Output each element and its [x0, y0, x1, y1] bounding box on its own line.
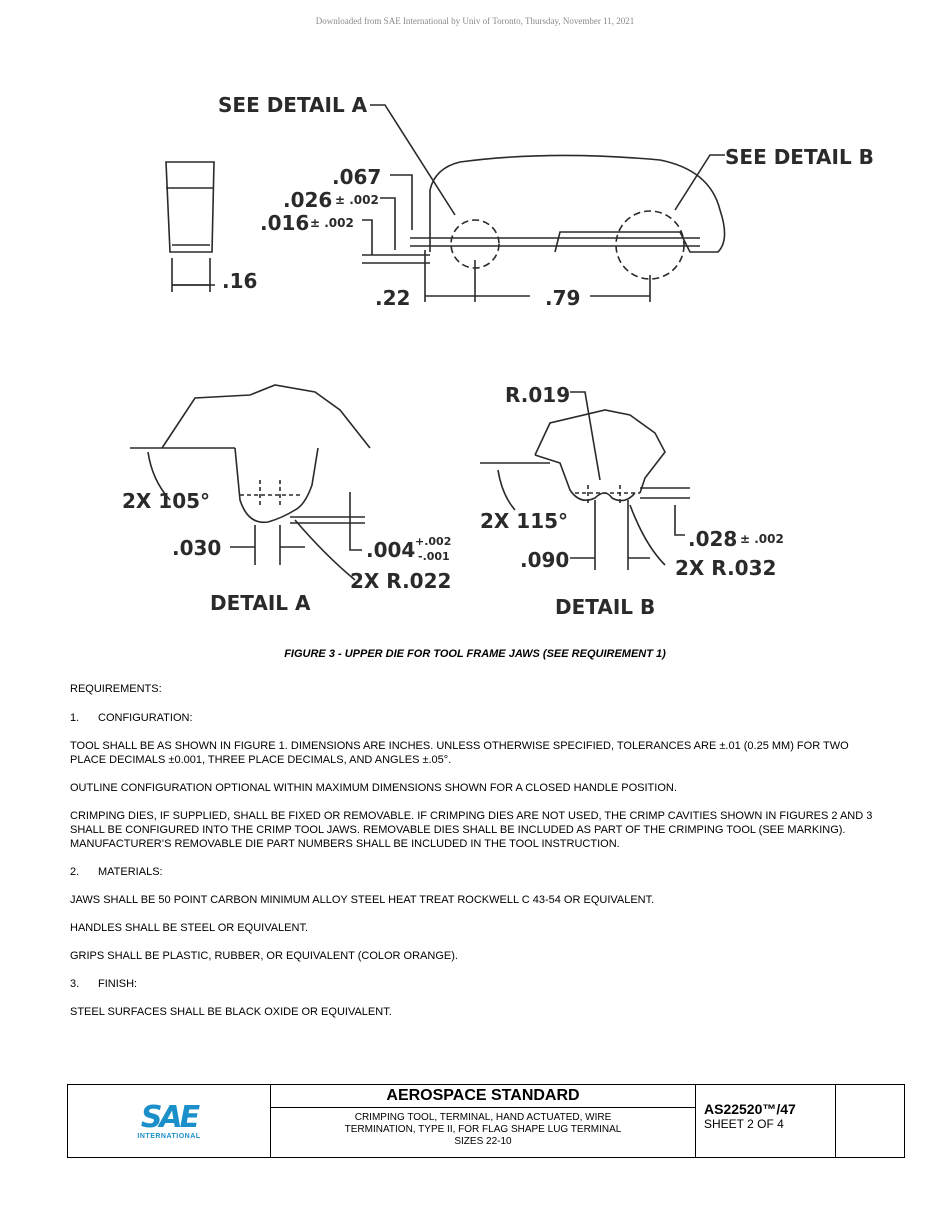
sae-logo-subtext: INTERNATIONAL — [137, 1132, 201, 1140]
label-tol-026: ± .002 — [335, 193, 379, 207]
label-dim-030: .030 — [172, 536, 222, 560]
label-dim-028: .028 — [688, 527, 738, 551]
title-block-blank-cell — [836, 1085, 904, 1157]
label-dim-067: .067 — [332, 165, 382, 189]
detail-a-profile — [162, 385, 370, 448]
requirement-paragraph: CRIMPING DIES, IF SUPPLIED, SHALL BE FIXED OR REMOVABLE. IF CRIMPING DIES ARE NOT USED, THE CRIMP CAVITIES SHOWN IN FIGURES 2 AND 3 SHALL BE CONFIGURED INTO THE CRIMP TOOL JAWS. REMOVABLE DIES SHALL BE INCLUDED AS PART OF THE CRIMPING TOOL (SEE MARKING). MANUFACTURER’S REMOVABLE DIE PART NUMBERS SHALL BE INCLUDED IN THE TOOL INSTRUCTION. — [70, 810, 873, 850]
label-radius-019: R.019 — [505, 383, 571, 407]
figure-3-drawing — [100, 80, 900, 630]
requirement-item — [70, 711, 880, 725]
side-view-outline — [166, 162, 214, 252]
requirement-item — [70, 865, 880, 879]
standard-type: AEROSPACE STANDARD — [271, 1085, 695, 1108]
requirement-paragraph: HANDLES SHALL BE STEEL OR EQUIVALENT. — [70, 922, 309, 934]
label-angle-115: 2X 115° — [480, 509, 569, 533]
label-dim-004: .004 — [366, 538, 416, 562]
label-tol-028: ± .002 — [740, 532, 784, 546]
requirement-paragraph: GRIPS SHALL BE PLASTIC, RUBBER, OR EQUIVALENT (COLOR ORANGE). — [70, 950, 458, 962]
requirement-paragraph: OUTLINE CONFIGURATION OPTIONAL WITHIN MAXIMUM DIMENSIONS SHOWN FOR A CLOSED HANDLE POSITION. — [70, 782, 677, 794]
requirement-number: 3. — [70, 978, 80, 990]
label-see-detail-b: SEE DETAIL B — [725, 145, 874, 169]
document-number: AS22520™/47 — [704, 1101, 796, 1117]
download-note: Downloaded from SAE International by Univ of Toronto, Thursday, November 11, 2021 — [315, 16, 635, 26]
label-dim-22: .22 — [375, 286, 411, 310]
requirement-number: 1. — [70, 712, 80, 724]
requirement-title: CONFIGURATION: — [98, 712, 193, 724]
document-title-line: TERMINATION, TYPE II, FOR FLAG SHAPE LUG TERMINAL — [344, 1124, 622, 1135]
detail-b-circle — [616, 211, 684, 279]
document-title-line: SIZES 22-10 — [454, 1136, 512, 1147]
label-detail-a: DETAIL A — [210, 591, 311, 615]
label-tol-004-minus: -.001 — [418, 550, 450, 563]
requirement-paragraph: TOOL SHALL BE AS SHOWN IN FIGURE 1. DIMENSIONS ARE INCHES. UNLESS OTHERWISE SPECIFIED, TOLERANCES ARE ±.01 (0.25 MM) FOR TWO PLACE DECIMALS ±0.001, THREE PLACE DECIMALS, AND ANGLES ±.05°. — [70, 740, 849, 766]
title-block-center — [271, 1085, 696, 1157]
requirement-paragraph: JAWS SHALL BE 50 POINT CARBON MINIMUM ALLOY STEEL HEAT TREAT ROCKWELL C 43-54 OR EQUIVALENT. — [70, 894, 655, 906]
requirement-title: MATERIALS: — [98, 866, 163, 878]
requirement-item — [70, 977, 880, 991]
title-block — [67, 1084, 905, 1158]
document-id-cell — [696, 1085, 836, 1157]
label-dim-026: .026 — [283, 188, 333, 212]
figure-caption: FIGURE 3 - UPPER DIE FOR TOOL FRAME JAWS (SEE REQUIREMENT 1) — [284, 648, 666, 660]
requirement-paragraph: STEEL SURFACES SHALL BE BLACK OXIDE OR EQUIVALENT. — [70, 1006, 392, 1018]
label-dim-016: .016 — [260, 211, 310, 235]
sae-logo-mark: SAE — [140, 1099, 198, 1135]
detail-b-profile — [535, 410, 665, 493]
sheet-number: SHEET 2 OF 4 — [704, 1117, 784, 1131]
document-title — [271, 1108, 695, 1157]
label-radius-032: 2X R.032 — [675, 556, 777, 580]
sae-logo — [68, 1085, 271, 1157]
requirements-heading: REQUIREMENTS: — [70, 683, 162, 695]
label-dim-79: .79 — [545, 286, 581, 310]
label-dim-090: .090 — [520, 548, 570, 572]
label-radius-022: 2X R.022 — [350, 569, 452, 593]
label-detail-b: DETAIL B — [555, 595, 656, 619]
label-dim-16: .16 — [222, 269, 258, 293]
requirement-title: FINISH: — [98, 978, 138, 990]
label-tol-016: ± .002 — [310, 216, 354, 230]
requirement-number: 2. — [70, 866, 80, 878]
label-tol-004-plus: +.002 — [415, 535, 452, 548]
label-see-detail-a: SEE DETAIL A — [218, 93, 368, 117]
document-title-line: CRIMPING TOOL, TERMINAL, HAND ACTUATED, WIRE — [354, 1112, 612, 1123]
label-angle-105: 2X 105° — [122, 489, 211, 513]
requirements-section — [70, 682, 880, 1033]
